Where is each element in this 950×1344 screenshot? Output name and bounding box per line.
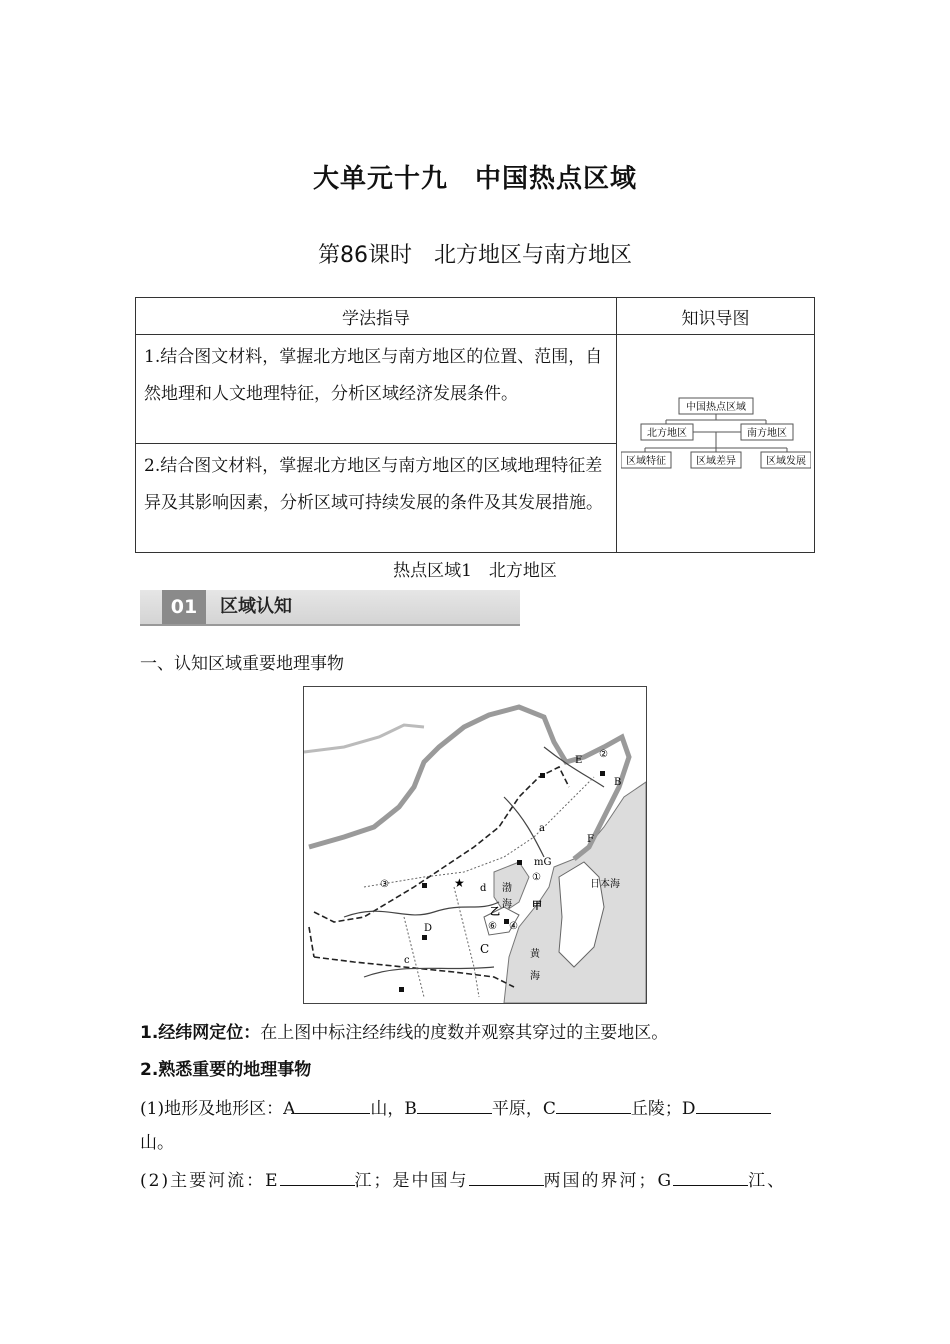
- question-2-2: [140, 1167, 830, 1193]
- blank-C[interactable]: [556, 1095, 631, 1114]
- mindmap-cell: [617, 335, 815, 553]
- city-marker: [600, 771, 605, 776]
- map-label-jia: 甲: [532, 901, 542, 912]
- city-marker: [422, 935, 427, 940]
- mindmap-development: 区域发展: [765, 456, 806, 467]
- map-label-bohai2: 海: [502, 899, 512, 910]
- map-label-n4: ④: [509, 921, 518, 932]
- region-boundary: [314, 767, 569, 922]
- map-label-C: C: [480, 942, 490, 956]
- map-label-F: F: [587, 834, 594, 845]
- city-marker: [540, 773, 545, 778]
- blank-A[interactable]: [295, 1095, 370, 1114]
- q3-s1: 山，B: [370, 1099, 417, 1119]
- capital-star: ★: [454, 876, 465, 890]
- map-label-bohai1: 渤: [502, 883, 512, 894]
- blank-G[interactable]: [673, 1167, 748, 1186]
- blank-E[interactable]: [280, 1167, 355, 1186]
- mindmap-south: 南方地区: [746, 428, 787, 439]
- table-header-map: 知识导图: [617, 298, 815, 335]
- mindmap-root: 中国热点区域: [685, 402, 746, 413]
- question-2-1: [140, 1095, 820, 1121]
- map-graphic: [304, 687, 646, 1003]
- map-label-E: E: [575, 755, 583, 766]
- map-label-d: d: [480, 883, 487, 894]
- map-label-yi: 乙: [490, 907, 500, 918]
- q3-s2: 平原，C: [491, 1099, 556, 1119]
- q3-s3: 丘陵；D: [630, 1099, 696, 1119]
- q1-text: 在上图中标注经纬线的度数并观察其穿过的主要地区。: [260, 1023, 669, 1043]
- q4-s1: 江；是中国与: [354, 1171, 469, 1191]
- railway-2: [454, 887, 479, 997]
- question-1: [140, 1021, 668, 1045]
- question-2-1-end: 山。: [140, 1133, 174, 1153]
- liao-river: [504, 797, 544, 857]
- table-header-method: 学法指导: [136, 298, 617, 335]
- mindmap-north: 北方地区: [646, 428, 687, 439]
- map-label-B: B: [614, 777, 622, 788]
- map-label-sea1: 日本海: [590, 879, 620, 890]
- city-marker: [517, 860, 522, 865]
- map-label-sea2a: 黄: [530, 949, 540, 960]
- q4-s2: 两国的界河；G: [543, 1171, 674, 1191]
- qinling-boundary: [314, 957, 514, 987]
- section-bar: [140, 590, 520, 626]
- table-row-1: 1.结合图文材料，掌握北方地区与南方地区的位置、范围，自然地理和人文地理特征，分析区域经济发展条件。: [136, 335, 617, 444]
- map-label-a: a: [539, 823, 545, 834]
- mindmap-difference: 区域差异: [695, 456, 736, 467]
- map-label-sea2b: 海: [530, 971, 540, 982]
- map-label-n6: ⑥: [488, 921, 497, 932]
- guide-table: [135, 297, 815, 553]
- mongolia-border: [304, 725, 424, 752]
- region-label: 热点区域1 北方地区: [393, 561, 557, 581]
- intro-heading: 一、认知区域重要地理事物: [140, 654, 344, 674]
- blank-B[interactable]: [417, 1095, 492, 1114]
- city-marker: [399, 987, 404, 992]
- blank-country[interactable]: [469, 1167, 544, 1186]
- map-label-n3: ③: [380, 879, 389, 890]
- table-row-2: 2.结合图文材料，掌握北方地区与南方地区的区域地理特征差异及其影响因素，分析区域可持续发展的条件及其发展措施。: [136, 444, 617, 553]
- mindmap-diagram: [621, 396, 811, 486]
- map-label-n1: ①: [532, 872, 541, 883]
- page-title: 大单元十九 中国热点区域: [312, 164, 637, 194]
- q4-s3: 江、: [748, 1171, 787, 1191]
- map-label-c: c: [404, 955, 410, 966]
- city-marker: [422, 883, 427, 888]
- section-name: 区域认知: [220, 596, 292, 617]
- map-label-G: mG: [534, 857, 552, 868]
- north-china-map: [303, 686, 647, 1004]
- q4-prefix: (2)主要河流：E: [140, 1171, 280, 1191]
- q2-label: 2.熟悉重要的地理事物: [140, 1060, 312, 1080]
- map-label-n2: ②: [599, 749, 608, 760]
- blank-D[interactable]: [696, 1095, 771, 1114]
- section-number: 01: [162, 590, 206, 624]
- q3-prefix: (1)地形及地形区：A: [140, 1099, 296, 1119]
- q1-label: 1.经纬网定位：: [140, 1023, 261, 1043]
- lesson-subtitle: 第86课时 北方地区与南方地区: [318, 243, 632, 268]
- question-2: [140, 1058, 311, 1082]
- map-label-D: D: [424, 923, 433, 934]
- mindmap-feature: 区域特征: [625, 456, 666, 467]
- national-border: [309, 707, 629, 859]
